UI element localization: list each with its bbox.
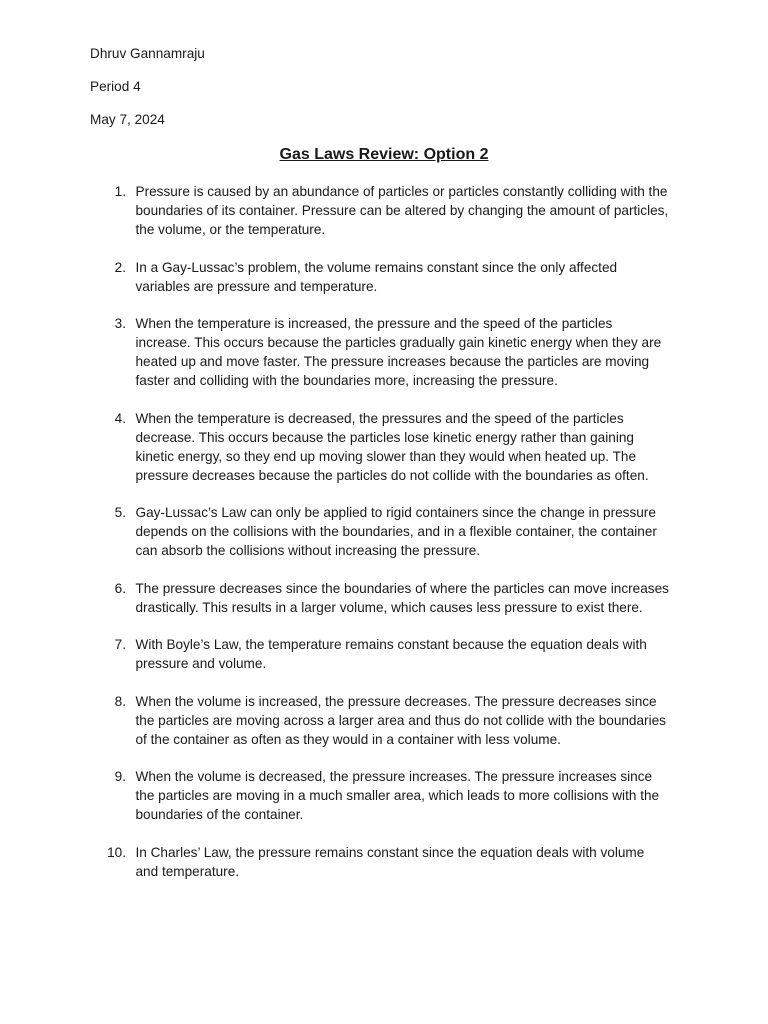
document-date: May 7, 2024: [90, 112, 165, 127]
list-item-number: 10.: [107, 844, 126, 860]
list-item-text-line: When the temperature is increased, the pressure and the speed of the particles: [135, 316, 613, 331]
list-item-text-line: With Boyle’s Law, the temperature remains constant because the equation deals with: [135, 637, 647, 652]
class-period: Period 4: [90, 79, 141, 94]
list-item: [90, 767, 690, 824]
list-item-text-line: and temperature.: [135, 863, 240, 879]
list-item-number: 2.: [114, 259, 126, 275]
list-item-text-line: When the volume is increased, the pressure decreases. The pressure decreases since: [135, 693, 657, 709]
list-item-number: 7.: [114, 637, 126, 652]
list-item-text-line: pressure decreases because the particles do not collide with the boundaries as often.: [135, 467, 649, 483]
list-item: [90, 409, 690, 485]
list-item-text-line: decrease. This occurs because the particles lose kinetic energy rather than gaining: [135, 429, 634, 445]
list-item-number: 4.: [114, 410, 126, 426]
list-item: [90, 579, 690, 617]
list-item-text-line: the particles are moving in a much smaller area, which leads to more collisions with the: [135, 788, 660, 803]
document-title: Gas Laws Review: Option 2: [279, 146, 489, 163]
list-item-text-line: boundaries of its container. Pressure can be altered by changing the amount of particles,: [135, 203, 669, 218]
list-item-number: 1.: [114, 184, 126, 199]
student-name: Dhruv Gannamraju: [90, 46, 205, 61]
list-item-text-line: the particles are moving across a larger area and thus do not collide with the boundaries: [135, 712, 666, 728]
list-item: [90, 314, 690, 390]
list-item-text-line: faster and colliding with the boundaries more, increasing the pressure.: [135, 373, 558, 388]
list-item-text-line: the volume, or the temperature.: [135, 222, 326, 237]
list-item-text-line: boundaries of the container.: [135, 807, 304, 822]
list-item-text-line: Pressure is caused by an abundance of particles or particles constantly colliding with the: [135, 184, 668, 199]
list-item-text-line: When the volume is decreased, the pressure increases. The pressure increases since: [135, 769, 653, 784]
list-item-text-line: In Charles’ Law, the pressure remains constant since the equation deals with volume: [135, 844, 645, 860]
list-item-text-line: increase. This occurs because the particles gradually gain kinetic energy when they are: [135, 335, 662, 350]
list-item-text-line: variables are pressure and temperature.: [135, 278, 378, 294]
list-item: [90, 503, 690, 560]
list-item-number: 3.: [114, 316, 126, 331]
list-item-text-line: The pressure decreases since the boundaries of where the particles can move increases: [135, 580, 669, 596]
list-item: [90, 843, 690, 881]
list-item-text-line: heated up and move faster. The pressure increases because the particles are moving: [135, 354, 650, 369]
list-item-text-line: of the container as often as they would in a container with less volume.: [135, 731, 561, 747]
list-item-number: 5.: [114, 505, 126, 520]
list-item: [90, 635, 690, 673]
list-item-text-line: drastically. This results in a larger volume, which causes less pressure to exist there.: [135, 599, 643, 615]
list-item: [90, 182, 690, 239]
list-item: [90, 692, 690, 749]
list-item-text-line: depends on the collisions with the boundaries, and in a flexible container, the container: [135, 524, 657, 539]
list-item: [90, 258, 690, 296]
list-item-text-line: pressure and volume.: [135, 656, 267, 671]
list-item-text-line: When the temperature is decreased, the pressures and the speed of the particles: [135, 410, 624, 426]
list-item-text-line: Gay-Lussac’s Law can only be applied to rigid containers since the change in pressure: [135, 505, 656, 520]
numbered-list: [90, 182, 690, 899]
list-item-number: 6.: [114, 580, 126, 596]
list-item-text-line: In a Gay-Lussac’s problem, the volume remains constant since the only affected: [135, 259, 618, 275]
list-item-text-line: can absorb the collisions without increasing the pressure.: [135, 543, 481, 558]
list-item-number: 9.: [114, 769, 126, 784]
list-item-text-line: kinetic energy, so they end up moving slower than they would when heated up. The: [135, 448, 637, 464]
list-item-number: 8.: [114, 693, 126, 709]
